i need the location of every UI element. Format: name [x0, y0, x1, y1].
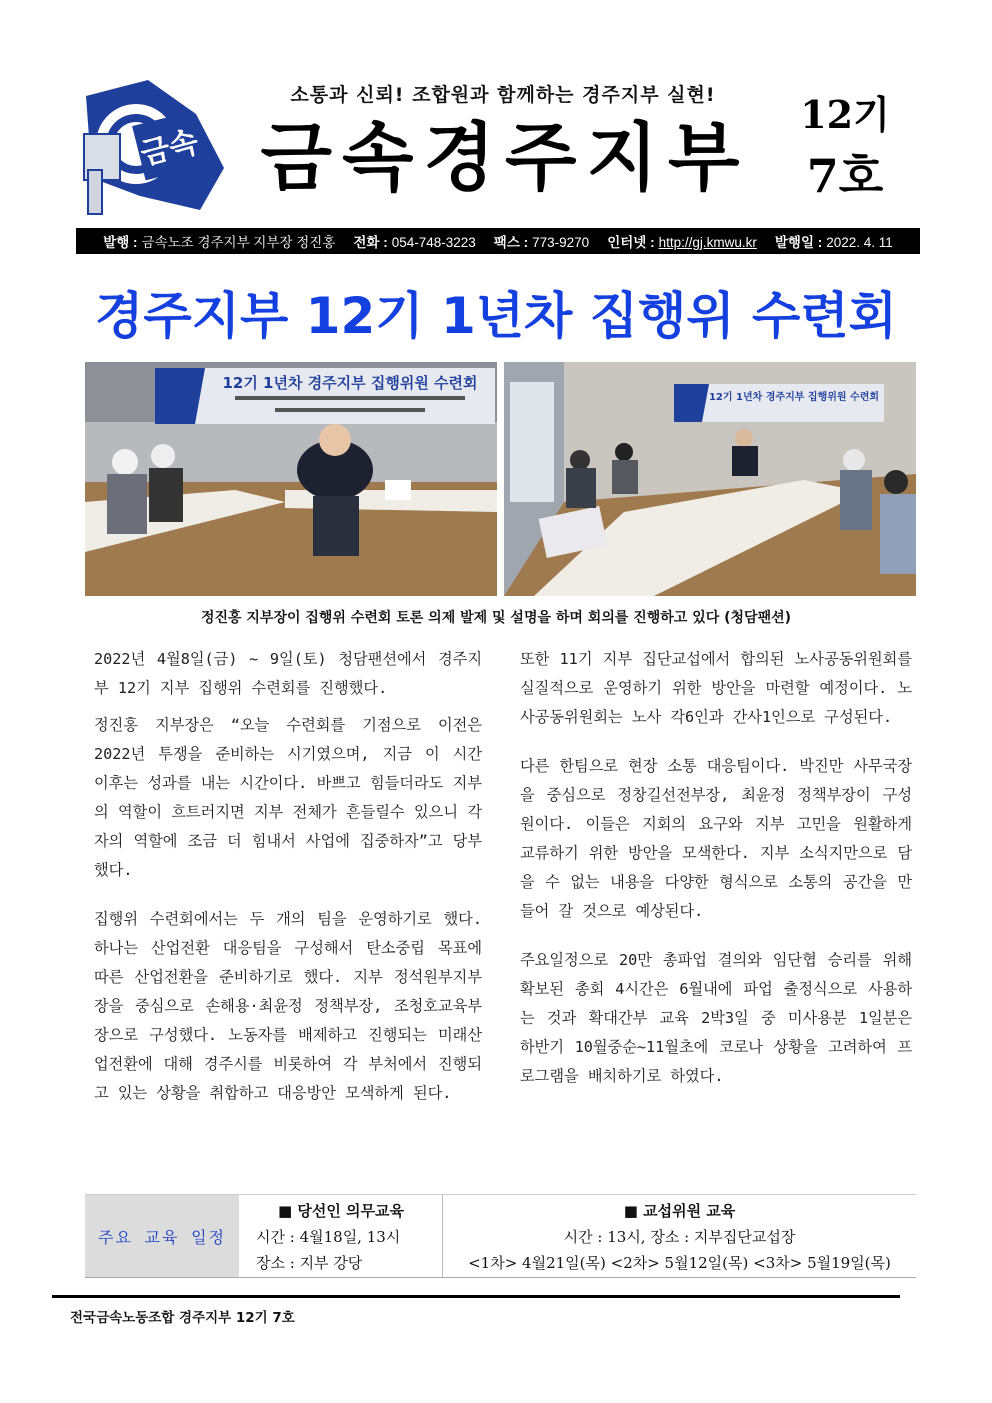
- article-paragraph: 또한 11기 지부 집단교섭에서 합의된 노사공동위원회를 실질적으로 운영하기 위한 방안을 마련할 예정이다. 노사공동위원회는 노사 각6인과 간사1인으로 구성된다.: [520, 650, 912, 726]
- schedule-label: 주요 교육 일정: [85, 1195, 239, 1277]
- schedule-box-title: ■ 교섭위원 교육: [623, 1201, 736, 1220]
- photo-caption: 정진홍 지부장이 집행위 수련회 토론 의제 발제 및 설명을 하며 회의를 진행하고 있다 (청담팬션): [200, 610, 792, 626]
- schedule-box-elect-training: [239, 1195, 442, 1277]
- schedule-place: 장소 : 지부 강당: [256, 1253, 363, 1272]
- meeting-photo-left: [85, 362, 497, 596]
- schedule-box-title: ■ 당선인 의무교육: [277, 1201, 405, 1220]
- schedule-time: 시간 : 4월18일, 13시: [256, 1227, 401, 1246]
- article-right-column: [520, 645, 912, 1099]
- article-paragraph: 2022년 4월8일(금) ~ 9일(토) 청담팬션에서 경주지부 12기 지부 집행위 수련회를 진행했다.: [94, 650, 482, 697]
- masthead-title: 금속경주지부: [260, 115, 750, 201]
- article-paragraph: 주요일정으로 20만 총파업 결의와 임단협 승리를 위해 확보된 총회 4시간은 6월내에 파업 출정식으로 사용하는 것과 확대간부 교육 2박3일 중 미사용분 1일분은 하반기 10월중순~11월초에 코로나 상황을 고려하여 프로그램을 배치하기로 하였다.: [520, 951, 912, 1085]
- article-paragraph: 다른 한팀으로 현장 소통 대응팀이다. 박진만 사무국장을 중심으로 정창길선전부장, 최윤정 정책부장이 구성원이다. 이들은 지회의 요구와 지부 고민을 원활하게 교류하기 위한 방안을 모색한다. 지부 소식지만으로 담을 수 없는 내용을 다양한 형식으로 소통의 공간을 만들어 갈 것으로 예상된다.: [520, 757, 912, 920]
- article-paragraph: 정진홍 지부장은 “오늘 수련회를 기점으로 이전은 2022년 투쟁을 준비하는 시기였으며, 지금 이 시간 이후는 성과를 내는 시간이다. 바쁘고 힘들더라도 지부의 역할이 흐트러지면 지부 전체가 흔들릴수 있으니 각자의 역할에 조금 더 힘내서 사업에 집중하자”고 당부했다.: [94, 716, 482, 879]
- article-paragraph: 집행위 수련회에서는 두 개의 팀을 운영하기로 했다. 하나는 산업전환 대응팀을 구성해서 탄소중립 목표에 따른 산업전환을 준비하기로 했다. 지부 정석원부지부장을 중심으로 손해용·최윤정 정책부장, 조청호교육부장으로 구성했다. 노동자를 배제하고 진행되는 미래산업전환에 대해 경주시를 비롯하여 각 부처에서 진행되고 있는 상황을 취합하고 대응방안 모색하게 된다.: [94, 910, 482, 1102]
- footer-divider: [52, 1295, 900, 1298]
- fax-info: 팩스 : 773-9270: [493, 235, 590, 250]
- web-info[interactable]: 인터넷 : http://gj.kmwu.kr: [607, 235, 757, 250]
- publication-info-bar: [76, 228, 920, 254]
- article-left-column: [94, 645, 482, 1116]
- schedule-time-place: 시간 : 13시, 장소 : 지부집단교섭장: [563, 1227, 796, 1246]
- meeting-photo-right: [504, 362, 916, 596]
- issue-term: 12기: [800, 92, 890, 137]
- footer-text: 전국금속노동조합 경주지부 12기 7호: [70, 1310, 295, 1326]
- phone-info: 전화 : 054-748-3223: [353, 235, 476, 250]
- schedule-dates: <1차> 4월21일(목) <2차> 5월12일(목) <3차> 5월19일(목): [468, 1253, 891, 1272]
- issue-number: 7호: [806, 149, 884, 203]
- banner-text-right: 12기 1년차 경주지부 집행위원 수련회: [708, 392, 880, 403]
- education-schedule-table: [85, 1194, 916, 1278]
- schedule-box-bargaining-training: [442, 1195, 916, 1277]
- date-info: 발행일 : 2022. 4. 11: [774, 235, 893, 250]
- union-logo: [78, 74, 228, 216]
- slogan: 소통과 신뢰! 조합원과 함께하는 경주지부 실현!: [290, 84, 716, 106]
- article-headline: 경주지부 12기 1년차 집행위 수련회: [95, 287, 897, 345]
- banner-text-left: 12기 1년차 경주지부 집행위원 수련회: [222, 374, 478, 392]
- publisher-info: 발행 : 금속노조 경주지부 지부장 정진홍: [103, 235, 336, 250]
- logo-text: 금속: [137, 124, 202, 173]
